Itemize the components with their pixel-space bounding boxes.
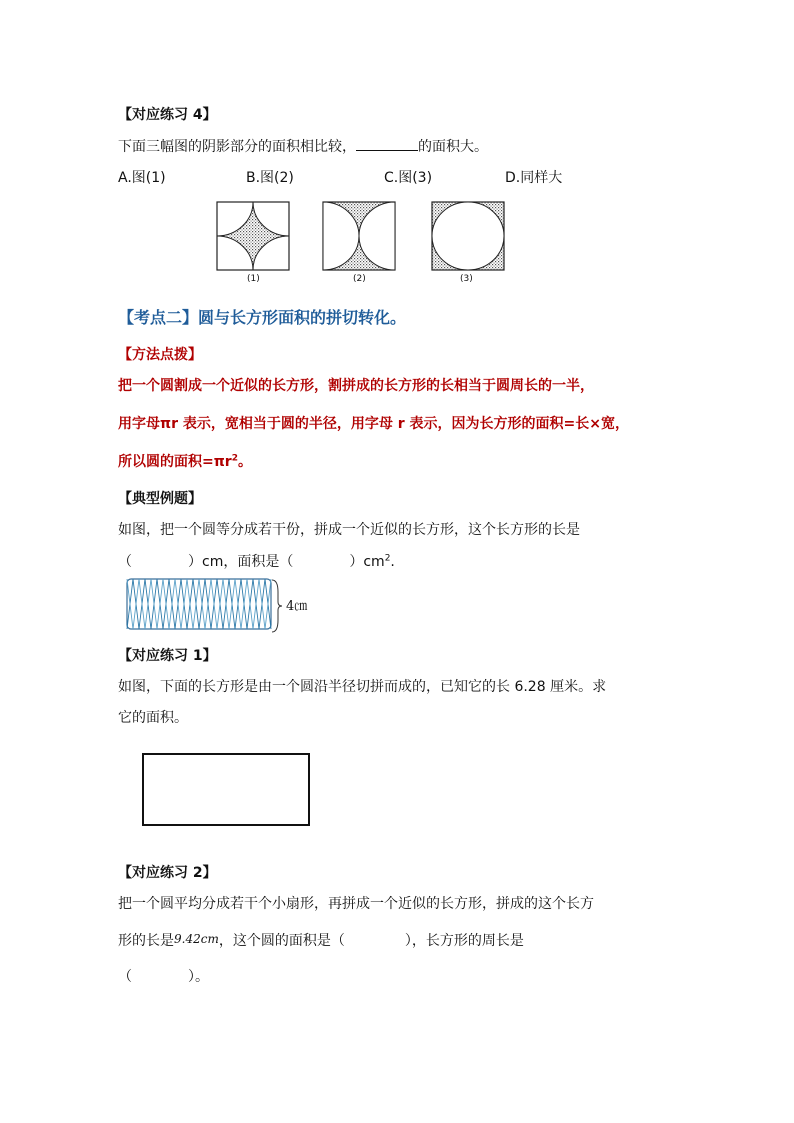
figure-3 [432,202,504,270]
rectangle-figure [142,753,310,826]
example-heading: 【典型例题】 [118,491,202,507]
exercise2-heading: 【对应练习 2】 [118,865,217,881]
method-heading: 【方法点拨】 [118,347,202,363]
topic2-title: 【考点二】圆与长方形面积的拼切转化。 [118,308,407,327]
example-line-2-unit: ）cm [349,554,385,570]
option-b: B.图(2) [246,170,294,186]
bracket-open: （ [118,554,132,570]
figure-1 [217,202,289,270]
exercise4-question-before: 下面三幅图的阴影部分的面积相比较， [118,139,356,155]
method-line-3 [118,451,252,471]
option-d: D.同样大 [505,170,563,186]
exercise4-question-after: 的面积大。 [418,139,488,155]
figure-3-label: (3) [460,274,473,284]
exercise2-line-3 [118,966,209,986]
exercise4-heading: 【对应练习 4】 [118,107,217,123]
answer-blank [356,150,418,151]
figure-2 [323,202,395,270]
exercise1-line-2: 它的面积。 [118,710,188,726]
method-line-3-suffix: 。 [237,454,252,470]
figure-1-label: (1) [247,274,260,284]
exercise2-line-2-mid: ，这个圆的面积是（ [218,933,345,949]
exercise2-line-2-end: ），长方形的周长是 [404,933,524,949]
method-line-2: 用字母πr 表示，宽相当于圆的半径，用字母 r 表示，因为长方形的面积=长×宽， [118,416,629,432]
method-line-3-prefix: 所以圆的面积=πr [118,454,232,470]
example-line-2-end: . [390,554,395,570]
width-label: 4㎝ [286,599,308,614]
exercise1-line-1: 如图，下面的长方形是由一个圆沿半径切拼而成的，已知它的长 6.28 厘米。求 [118,679,607,695]
example-line-2 [118,551,395,571]
method-line-1: 把一个圆割成一个近似的长方形，割拼成的长方形的长相当于圆周长的一半， [118,378,594,394]
exercise2-line-1: 把一个圆平均分成若干个小扇形，再拼成一个近似的长方形，拼成的这个长方 [118,896,594,912]
cut-circle-rectangle [124,576,274,634]
bracket-close-2: ）。 [188,969,209,985]
bracket-open-2: （ [118,969,132,985]
example-line-1: 如图，把一个圆等分成若干份，拼成一个近似的长方形，这个长方形的长是 [118,522,580,538]
example-line-2-mid: ）cm，面积是（ [188,554,294,570]
method-line-3-sup: 2 [231,453,238,464]
exercise2-line-2-start: 形的长是 [118,933,174,949]
width-brace [270,578,284,634]
exercise1-heading: 【对应练习 1】 [118,648,217,664]
option-a: A.图(1) [118,170,166,186]
length-value: 9.42cm [174,932,219,946]
example-line-2-sup: 2 [384,553,391,564]
exercise4-question [118,136,488,156]
figure-2-label: (2) [353,274,366,284]
exercise2-line-2 [118,930,524,950]
option-c: C.图(3) [384,170,433,186]
